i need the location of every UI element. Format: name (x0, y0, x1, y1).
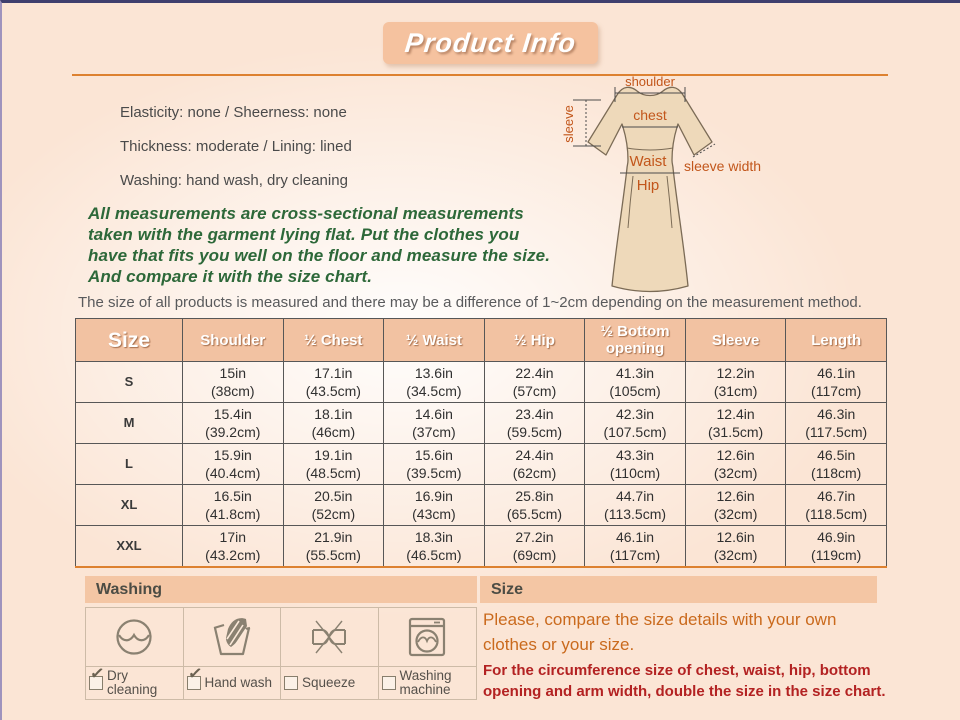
size-table-body (76, 362, 887, 567)
washing-machine-icon (379, 608, 477, 666)
measurement-cell (685, 526, 786, 567)
size-table-head (76, 319, 887, 362)
value-inches: 41.3in (615, 365, 655, 381)
care-label: Dry cleaning (107, 668, 158, 697)
info-line-washing: Washing: hand wash, dry cleaning (120, 172, 348, 189)
value-cm: (65.5cm) (506, 506, 563, 522)
value-cm: (62cm) (512, 465, 557, 481)
washing-care-label-row (281, 666, 378, 699)
measurement-cell (585, 526, 686, 567)
washing-care-label-row (86, 666, 183, 699)
value-inches: 46.3in (817, 406, 856, 422)
info-line-thickness: Thickness: moderate / Lining: lined (120, 138, 352, 155)
value-cm: (43cm) (412, 506, 456, 522)
care-checkbox[interactable] (382, 676, 396, 690)
value-cm: (32cm) (713, 506, 758, 522)
page-title: Product Info (403, 27, 578, 58)
value-cm: (105cm) (609, 383, 661, 399)
value-inches: 19.1in (314, 447, 353, 463)
measurement-cell (484, 485, 585, 526)
measurement-cell (384, 403, 485, 444)
washing-section-title: Washing (96, 581, 163, 598)
value-inches: 12.6in (716, 529, 755, 545)
size-table-head-row (76, 319, 887, 362)
column-header: Shoulder (183, 319, 284, 362)
value-cm: (39.2cm) (205, 424, 261, 440)
measurement-cell (484, 444, 585, 485)
value-inches: 44.7in (615, 488, 655, 504)
table-row (76, 362, 887, 403)
table-row (76, 526, 887, 567)
table-row (76, 403, 887, 444)
value-cm: (40.4cm) (205, 465, 261, 481)
measurement-cell (283, 403, 384, 444)
value-cm: (37cm) (412, 424, 456, 440)
measurement-cell (786, 485, 887, 526)
value-cm: (107.5cm) (603, 424, 667, 440)
measurement-cell (685, 444, 786, 485)
value-inches: 12.6in (716, 488, 755, 504)
fabric-info (120, 103, 352, 205)
hand-wash-icon (184, 608, 281, 666)
size-section-header (480, 576, 877, 603)
value-inches: 12.2in (716, 365, 755, 381)
value-cm: (69cm) (512, 547, 557, 563)
measurement-cell (283, 362, 384, 403)
column-header: Size (76, 319, 183, 362)
value-inches: 24.4in (515, 447, 554, 463)
value-inches: 42.3in (615, 406, 655, 422)
measurement-cell (283, 526, 384, 567)
measurement-cell (585, 403, 686, 444)
measurement-cell (384, 444, 485, 485)
size-label: M (76, 403, 183, 444)
value-inches: 25.8in (515, 488, 554, 504)
info-line-elasticity: Elasticity: none / Sheerness: none (120, 104, 347, 121)
value-inches: 17.1in (314, 365, 353, 381)
value-cm: (43.2cm) (205, 547, 261, 563)
measurement-cell (484, 526, 585, 567)
value-cm: (110cm) (609, 465, 661, 481)
value-cm: (119cm) (811, 547, 862, 563)
measurement-cell (283, 444, 384, 485)
measurement-cell (183, 362, 284, 403)
measurement-cell (786, 526, 887, 567)
value-inches: 14.6in (414, 406, 453, 422)
measurement-cell (786, 362, 887, 403)
value-inches: 43.3in (615, 447, 655, 463)
washing-section-header (85, 576, 477, 603)
value-inches: 12.4in (716, 406, 755, 422)
tolerance-note: The size of all products is measured and there may be a difference of 1~2cm depending on the measurement method. (78, 294, 862, 311)
care-checkbox[interactable] (89, 676, 103, 690)
size-label: L (76, 444, 183, 485)
value-inches: 16.5in (213, 488, 252, 504)
value-cm: (118.5cm) (805, 506, 868, 522)
value-cm: (117cm) (609, 547, 661, 563)
column-header: ½ Chest (283, 319, 384, 362)
measurement-cell (384, 485, 485, 526)
value-inches: 15in (219, 365, 247, 381)
measurement-cell (183, 444, 284, 485)
garment-diagram (560, 76, 802, 298)
measurement-cell (786, 444, 887, 485)
column-header: Length (786, 319, 887, 362)
measurement-cell (685, 485, 786, 526)
washing-care-label-row (379, 666, 477, 699)
value-inches: 46.1in (615, 529, 655, 545)
value-inches: 13.6in (414, 365, 453, 381)
squeeze-icon (281, 608, 378, 666)
measurement-cell (585, 485, 686, 526)
value-inches: 15.9in (213, 447, 252, 463)
value-cm: (118cm) (811, 465, 862, 481)
measurement-cell (585, 444, 686, 485)
measurement-cell (685, 362, 786, 403)
value-inches: 15.6in (414, 447, 453, 463)
value-inches: 46.5in (817, 447, 856, 463)
value-cm: (39.5cm) (406, 465, 462, 481)
measuring-note: All measurements are cross-sectional measurements taken with the garment lying flat. Put the clothes you have that fits you well on the floor and measure the size. And compare it with the size chart. (88, 204, 551, 286)
value-cm: (59.5cm) (506, 424, 563, 440)
washing-care-item (86, 608, 184, 699)
measurement-cell (585, 362, 686, 403)
value-cm: (41.8cm) (205, 506, 261, 522)
value-cm: (117.5cm) (805, 424, 868, 440)
value-cm: (117cm) (811, 383, 862, 399)
column-header: Sleeve (685, 319, 786, 362)
value-cm: (34.5cm) (406, 383, 462, 399)
measurement-cell (484, 362, 585, 403)
value-inches: 16.9in (414, 488, 453, 504)
diagram-label-shoulder: shoulder (625, 76, 675, 89)
diagram-label-chest: chest (633, 107, 667, 123)
page-title-banner (383, 22, 598, 64)
value-inches: 46.9in (817, 529, 856, 545)
care-checkbox[interactable] (284, 676, 298, 690)
measurement-cell (786, 403, 887, 444)
measurement-cell (183, 485, 284, 526)
measurement-cell (183, 526, 284, 567)
table-row (76, 485, 887, 526)
measurement-cell (384, 362, 485, 403)
value-inches: 15.4in (213, 406, 252, 422)
diagram-label-waist: Waist (629, 153, 667, 170)
value-inches: 22.4in (515, 365, 554, 381)
value-inches: 12.6in (716, 447, 755, 463)
value-cm: (43.5cm) (305, 383, 361, 399)
value-inches: 23.4in (515, 406, 554, 422)
measurement-cell (283, 485, 384, 526)
washing-care-label-row (184, 666, 281, 699)
value-cm: (55.5cm) (305, 547, 361, 563)
value-cm: (31cm) (713, 383, 758, 399)
value-cm: (57cm) (512, 383, 557, 399)
value-cm: (113.5cm) (604, 506, 667, 522)
value-inches: 18.1in (314, 406, 353, 422)
value-cm: (32cm) (713, 547, 758, 563)
value-inches: 18.3in (414, 529, 453, 545)
diagram-label-sleeve-width: sleeve width (684, 158, 762, 174)
washing-care-grid (85, 607, 477, 700)
care-checkbox[interactable] (187, 676, 201, 690)
value-cm: (38cm) (211, 383, 255, 399)
value-cm: (32cm) (713, 465, 758, 481)
diagram-label-hip: Hip (636, 177, 660, 194)
size-note-secondary: For the circumference size of chest, waist, hip, bottom opening and arm width, double the size in the size chart. (483, 662, 886, 700)
size-table (75, 318, 887, 567)
value-cm: (48.5cm) (305, 465, 361, 481)
value-cm: (46.5cm) (406, 547, 462, 563)
value-inches: 46.7in (817, 488, 856, 504)
value-inches: 21.9in (314, 529, 353, 545)
column-header: ½ Hip (484, 319, 585, 362)
measurement-cell (183, 403, 284, 444)
measurement-cell (484, 403, 585, 444)
care-label: Hand wash (204, 675, 273, 690)
value-inches: 46.1in (817, 365, 856, 381)
value-cm: (46cm) (311, 424, 356, 440)
measurement-cell (685, 403, 786, 444)
bottom-divider (75, 566, 887, 568)
column-header: ½ Waist (384, 319, 485, 362)
washing-care-item (184, 608, 282, 699)
care-label: Washing machine (399, 668, 452, 697)
size-section-title: Size (491, 581, 524, 598)
value-cm: (52cm) (311, 506, 356, 522)
size-label: XL (76, 485, 183, 526)
value-inches: 20.5in (314, 488, 353, 504)
measurement-cell (384, 526, 485, 567)
column-header: ½ Bottom opening (585, 319, 686, 362)
size-label: XXL (76, 526, 183, 567)
washing-care-item (379, 608, 477, 699)
dry-cleaning-icon (86, 608, 183, 666)
size-label: S (76, 362, 183, 403)
value-inches: 17in (219, 529, 247, 545)
care-label: Squeeze (302, 675, 356, 690)
value-cm: (31.5cm) (707, 424, 764, 440)
table-row (76, 444, 887, 485)
diagram-label-sleeve: sleeve (561, 105, 576, 143)
washing-care-item (281, 608, 379, 699)
size-note-primary: Please, compare the size details with your own clothes or your size. (483, 610, 837, 654)
value-inches: 27.2in (515, 529, 554, 545)
